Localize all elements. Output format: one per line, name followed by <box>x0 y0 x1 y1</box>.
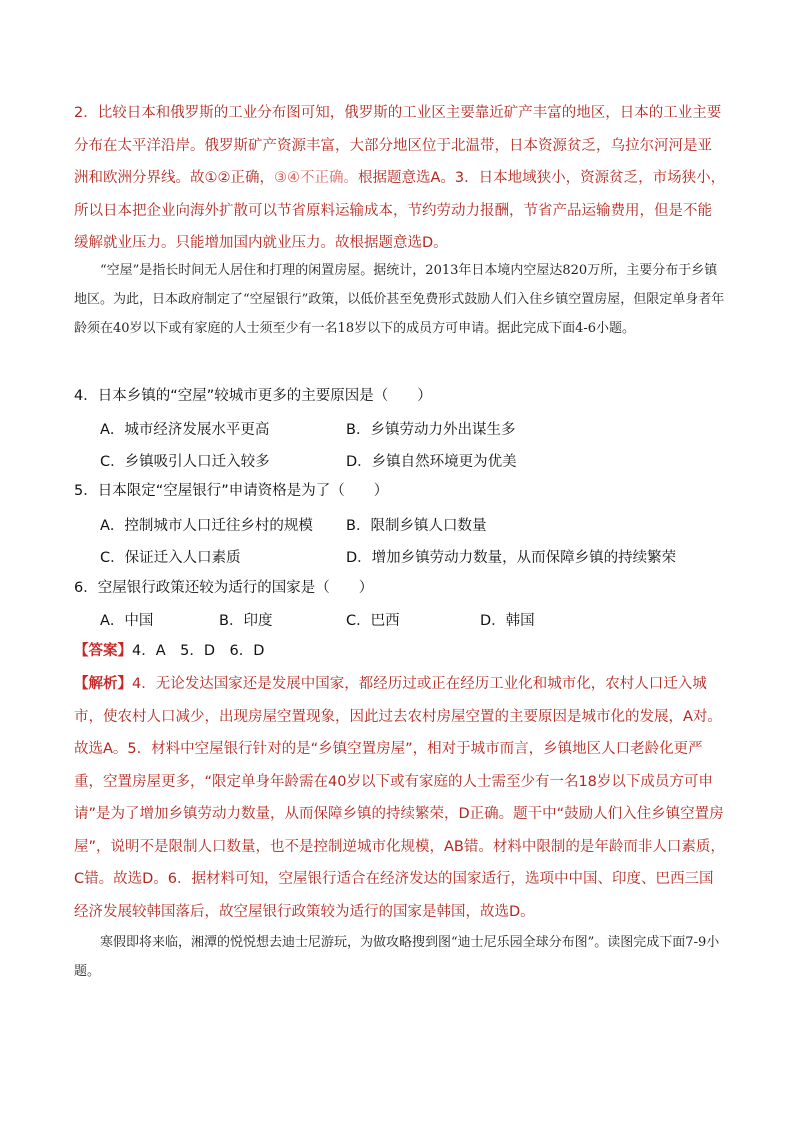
q4-option-d: D．乡镇自然环境更为优美 <box>346 454 517 470</box>
explanation-q2-q3 <box>74 97 726 260</box>
answer-text: 4．A 5．D 6．D <box>132 643 265 659</box>
explanation-part3: 根据题意选A。3．日本地域狭小，资源贫乏，市场狭小，所以日本把企业向海外扩散可以节省原料运输成本，节约劳动力报酬，节省产品运输费用，但是不能缓解就业压力。只能增加国内就业压力。故根据题意选D。 <box>74 170 726 251</box>
material-paragraph-2 <box>74 928 726 986</box>
question-6-stem: 6．空屋银行政策还较为适行的国家是（ ） <box>74 580 374 596</box>
q4-option-c: C．乡镇吸引人口迁入较多 <box>100 454 270 470</box>
q5-option-c: C．保证迁入人口素质 <box>100 550 241 566</box>
q5-option-d: D．增加乡镇劳动力数量，从而保障乡镇的持续繁荣 <box>346 550 677 566</box>
answer-tag: 【答案】 <box>74 643 132 659</box>
analysis-text: 4．无论发达国家还是发展中国家，都经历过或正在经历工业化和城市化，农村人口迁入城市，使农村人口减少，出现房屋空置现象，因此过去农村房屋空置的主要原因是城市化的发展，A对。故选A。5．材料中空屋银行针对的是“乡镇空置房屋”，相对于城市而言，乡镇地区人口老龄化更严重，空置房屋更多，“限定单身年龄需在40岁以下或有家庭的人士需至少有一名18岁以下成员方可申请”是为了增加乡镇劳动力数量，从而保障乡镇的持续繁荣，D正确。题干中“鼓励人们入住乡镇空置房屋”，说明不是限制人口数量，也不是控制逆城市化规模，AB错。材料中限制的是年龄而非人口素质，C错。故选D。6．据材料可知，空屋银行适合在经济发达的国家适行，选项中中国、印度、巴西三国经济发展较韩国落后，故空屋银行政策较为适行的国家是韩国，故选D。 <box>74 676 725 920</box>
q6-option-d: D．韩国 <box>480 613 535 629</box>
q4-option-a: A．城市经济发展水平更高 <box>100 422 270 438</box>
q4-option-b: B．乡镇劳动力外出谋生多 <box>346 422 516 438</box>
material-text-1: “空屋”是指长时间无人居住和打理的闲置房屋。据统计，2013年日本境内空屋达820万所，主要分布于乡镇地区。为此，日本政府制定了“空屋银行”政策，以低价甚至免费形式鼓励人们入住乡镇空置房屋，但限定单身者年龄须在40岁以下或有家庭的人士须至少有一名18岁以下的成员方可申请。据此完成下面4-6小题。 <box>74 263 725 336</box>
question-5-stem: 5．日本限定“空屋银行”申请资格是为了（ ） <box>74 483 389 499</box>
q6-option-c: C．巴西 <box>346 613 400 629</box>
q6-option-b: B．印度 <box>219 613 273 629</box>
question-4-stem: 4．日本乡镇的“空屋”较城市更多的主要原因是（ ） <box>74 388 432 404</box>
analysis-tag: 【解析】 <box>74 676 132 692</box>
q6-option-a: A．中国 <box>100 613 154 629</box>
q5-option-a: A．控制城市人口迁往乡村的规模 <box>100 518 313 534</box>
analysis-paragraph <box>74 668 726 928</box>
material-text-2: 寒假即将来临，湘潭的悦悦想去迪士尼游玩，为做攻略搜到图“迪士尼乐园全球分布图”。读图完成下面7-9小题。 <box>74 935 720 979</box>
explanation-part2: ③④不正确。 <box>274 170 358 186</box>
explanation-part1: 2．比较日本和俄罗斯的工业分布图可知，俄罗斯的工业区主要靠近矿产丰富的地区，日本的工业主要分布在太平洋沿岸。俄罗斯矿产资源丰富，大部分地区位于北温带，日本资源贫乏，乌拉尔河河是亚洲和欧洲分界线。故①②正确， <box>74 105 722 186</box>
answer-line <box>74 636 726 666</box>
q5-option-b: B．限制乡镇人口数量 <box>346 518 487 534</box>
material-paragraph-1 <box>74 256 726 343</box>
